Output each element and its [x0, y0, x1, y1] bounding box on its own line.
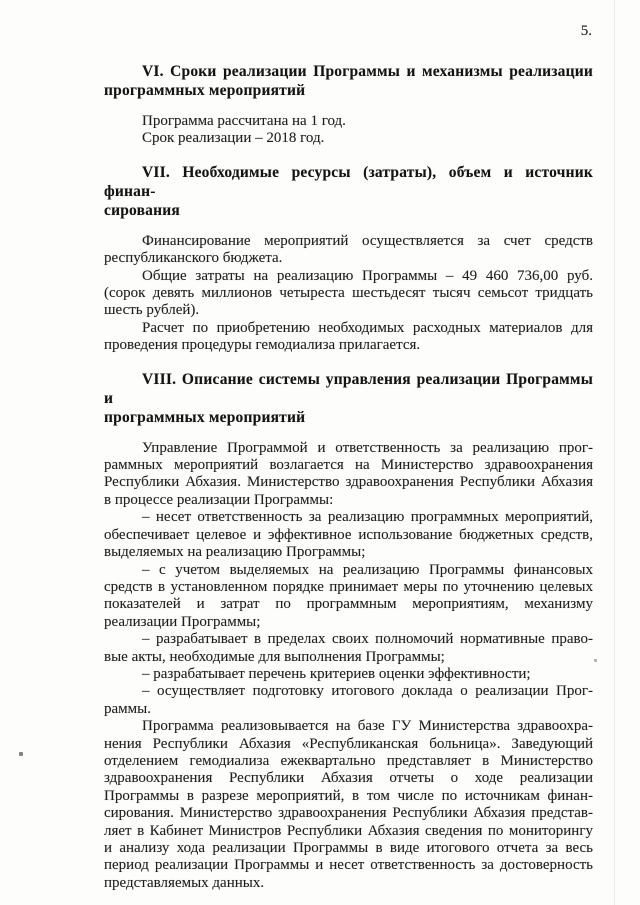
- text-line: Срок реализации – 2018 год.: [142, 130, 325, 147]
- text-line: Управление Программой и ответственность за реализацию прог-: [142, 439, 593, 456]
- text-line: отделением гемодиализа ежеквартально представляет в Министерство: [104, 752, 593, 769]
- text-line: Республики Абхазия. Министерство здравоохранения Республики Абхазия: [104, 474, 593, 491]
- page-number: 5.: [580, 23, 592, 39]
- text-line: Финансирование мероприятий осуществляется за счет средств: [142, 232, 593, 249]
- paragraph: [104, 113, 593, 130]
- text-line: сирования. Министерство здравоохранения Республики Абхазия представ-: [104, 805, 593, 822]
- heading-line: VIII. Описание системы управления реализации Программы и: [104, 370, 593, 407]
- paragraph: [104, 509, 593, 561]
- section-heading: [104, 163, 593, 220]
- text-line: вые акты, необходимые для выполнения Программы;: [104, 648, 445, 665]
- text-line: республиканского бюджета.: [104, 250, 283, 267]
- text-line: (сорок девять миллионов четыреста шестьдесят тысяч семьсот тридцать: [104, 285, 593, 302]
- paragraph: [104, 631, 593, 666]
- scan-edge-line-artifact: [614, 0, 615, 905]
- paragraph: [104, 666, 593, 683]
- heading-line: сирования: [104, 201, 180, 219]
- text-line: Общие затраты на реализацию Программы – 49 460 736,00 руб.: [142, 267, 593, 284]
- paragraph: [104, 130, 593, 147]
- text-line: реализации Программы;: [104, 613, 261, 630]
- text-line: показателей и затрат по программным мероприятиям, механизму: [104, 596, 593, 613]
- text-line: представляемых данных.: [104, 874, 265, 891]
- paragraph: [104, 233, 593, 268]
- text-line: в процессе реализации Программы:: [104, 491, 334, 508]
- heading-line: программных мероприятий: [104, 82, 306, 99]
- text-line: Расчет по приобретению необходимых расходных материалов для: [142, 319, 593, 336]
- heading-line: VII. Необходимые ресурсы (затраты), объем и источник финан-: [104, 163, 593, 200]
- text-line: проведения процедуры гемодиализа прилагается.: [104, 337, 421, 354]
- heading-line: программных мероприятий: [104, 408, 306, 426]
- scan-speck-artifact: [594, 659, 597, 662]
- text-line: Программа рассчитана на 1 год.: [142, 113, 346, 129]
- text-line: средств в установленном порядке принимает меры по уточнению целевых: [104, 578, 593, 595]
- heading-line: VI. Сроки реализации Программы и механизмы реализации: [142, 63, 593, 80]
- paragraph: [104, 440, 593, 510]
- paragraph: [104, 320, 593, 355]
- text-line: шесть рублей).: [104, 302, 200, 319]
- text-line: Программа реализовывается на базе ГУ Министерства здравоохра-: [142, 718, 593, 735]
- paragraph: [104, 683, 593, 718]
- text-line: Программы в разрезе мероприятий, в том числе по источникам финан-: [104, 787, 593, 804]
- text-line: – разрабатывает в пределах своих полномочий нормативные право-: [142, 631, 593, 648]
- text-line: нения Республики Абхазия «Республиканская больница». Заведующий: [104, 735, 593, 752]
- paragraph: [104, 562, 593, 632]
- text-line: – с учетом выделяемых на реализацию Программы финансовых: [142, 561, 593, 578]
- text-line: ляет в Кабинет Министров Республики Абхазия сведения по мониторингу: [104, 822, 593, 839]
- scan-speck-artifact: [19, 752, 23, 756]
- paragraph: [104, 718, 593, 892]
- text-line: – несет ответственность за реализацию программных мероприятий,: [142, 509, 593, 526]
- text-line: обеспечивает целевое и эффективное использование бюджетных средств,: [104, 526, 593, 543]
- text-line: раммы.: [104, 700, 151, 717]
- section-heading: [104, 62, 593, 100]
- section-heading: [104, 370, 593, 427]
- text-line: здравоохранения Республики Абхазия отчеты о ходе реализации: [104, 770, 593, 787]
- text-line: – разрабатывает перечень критериев оценки эффективности;: [142, 665, 531, 682]
- text-line: выделяемых на реализацию Программы;: [104, 544, 366, 561]
- text-line: и анализу хода реализации Программы в виде итогового отчета за весь: [104, 840, 593, 856]
- text-line: период реализации Программы и несет ответственность за достоверность: [104, 857, 593, 874]
- text-line: – осуществляет подготовку итогового доклада о реализации Прог-: [142, 683, 593, 700]
- paragraph: [104, 268, 593, 320]
- text-column: [104, 0, 593, 892]
- text-line: раммных мероприятий возлагается на Министерство здравоохранения: [104, 457, 593, 474]
